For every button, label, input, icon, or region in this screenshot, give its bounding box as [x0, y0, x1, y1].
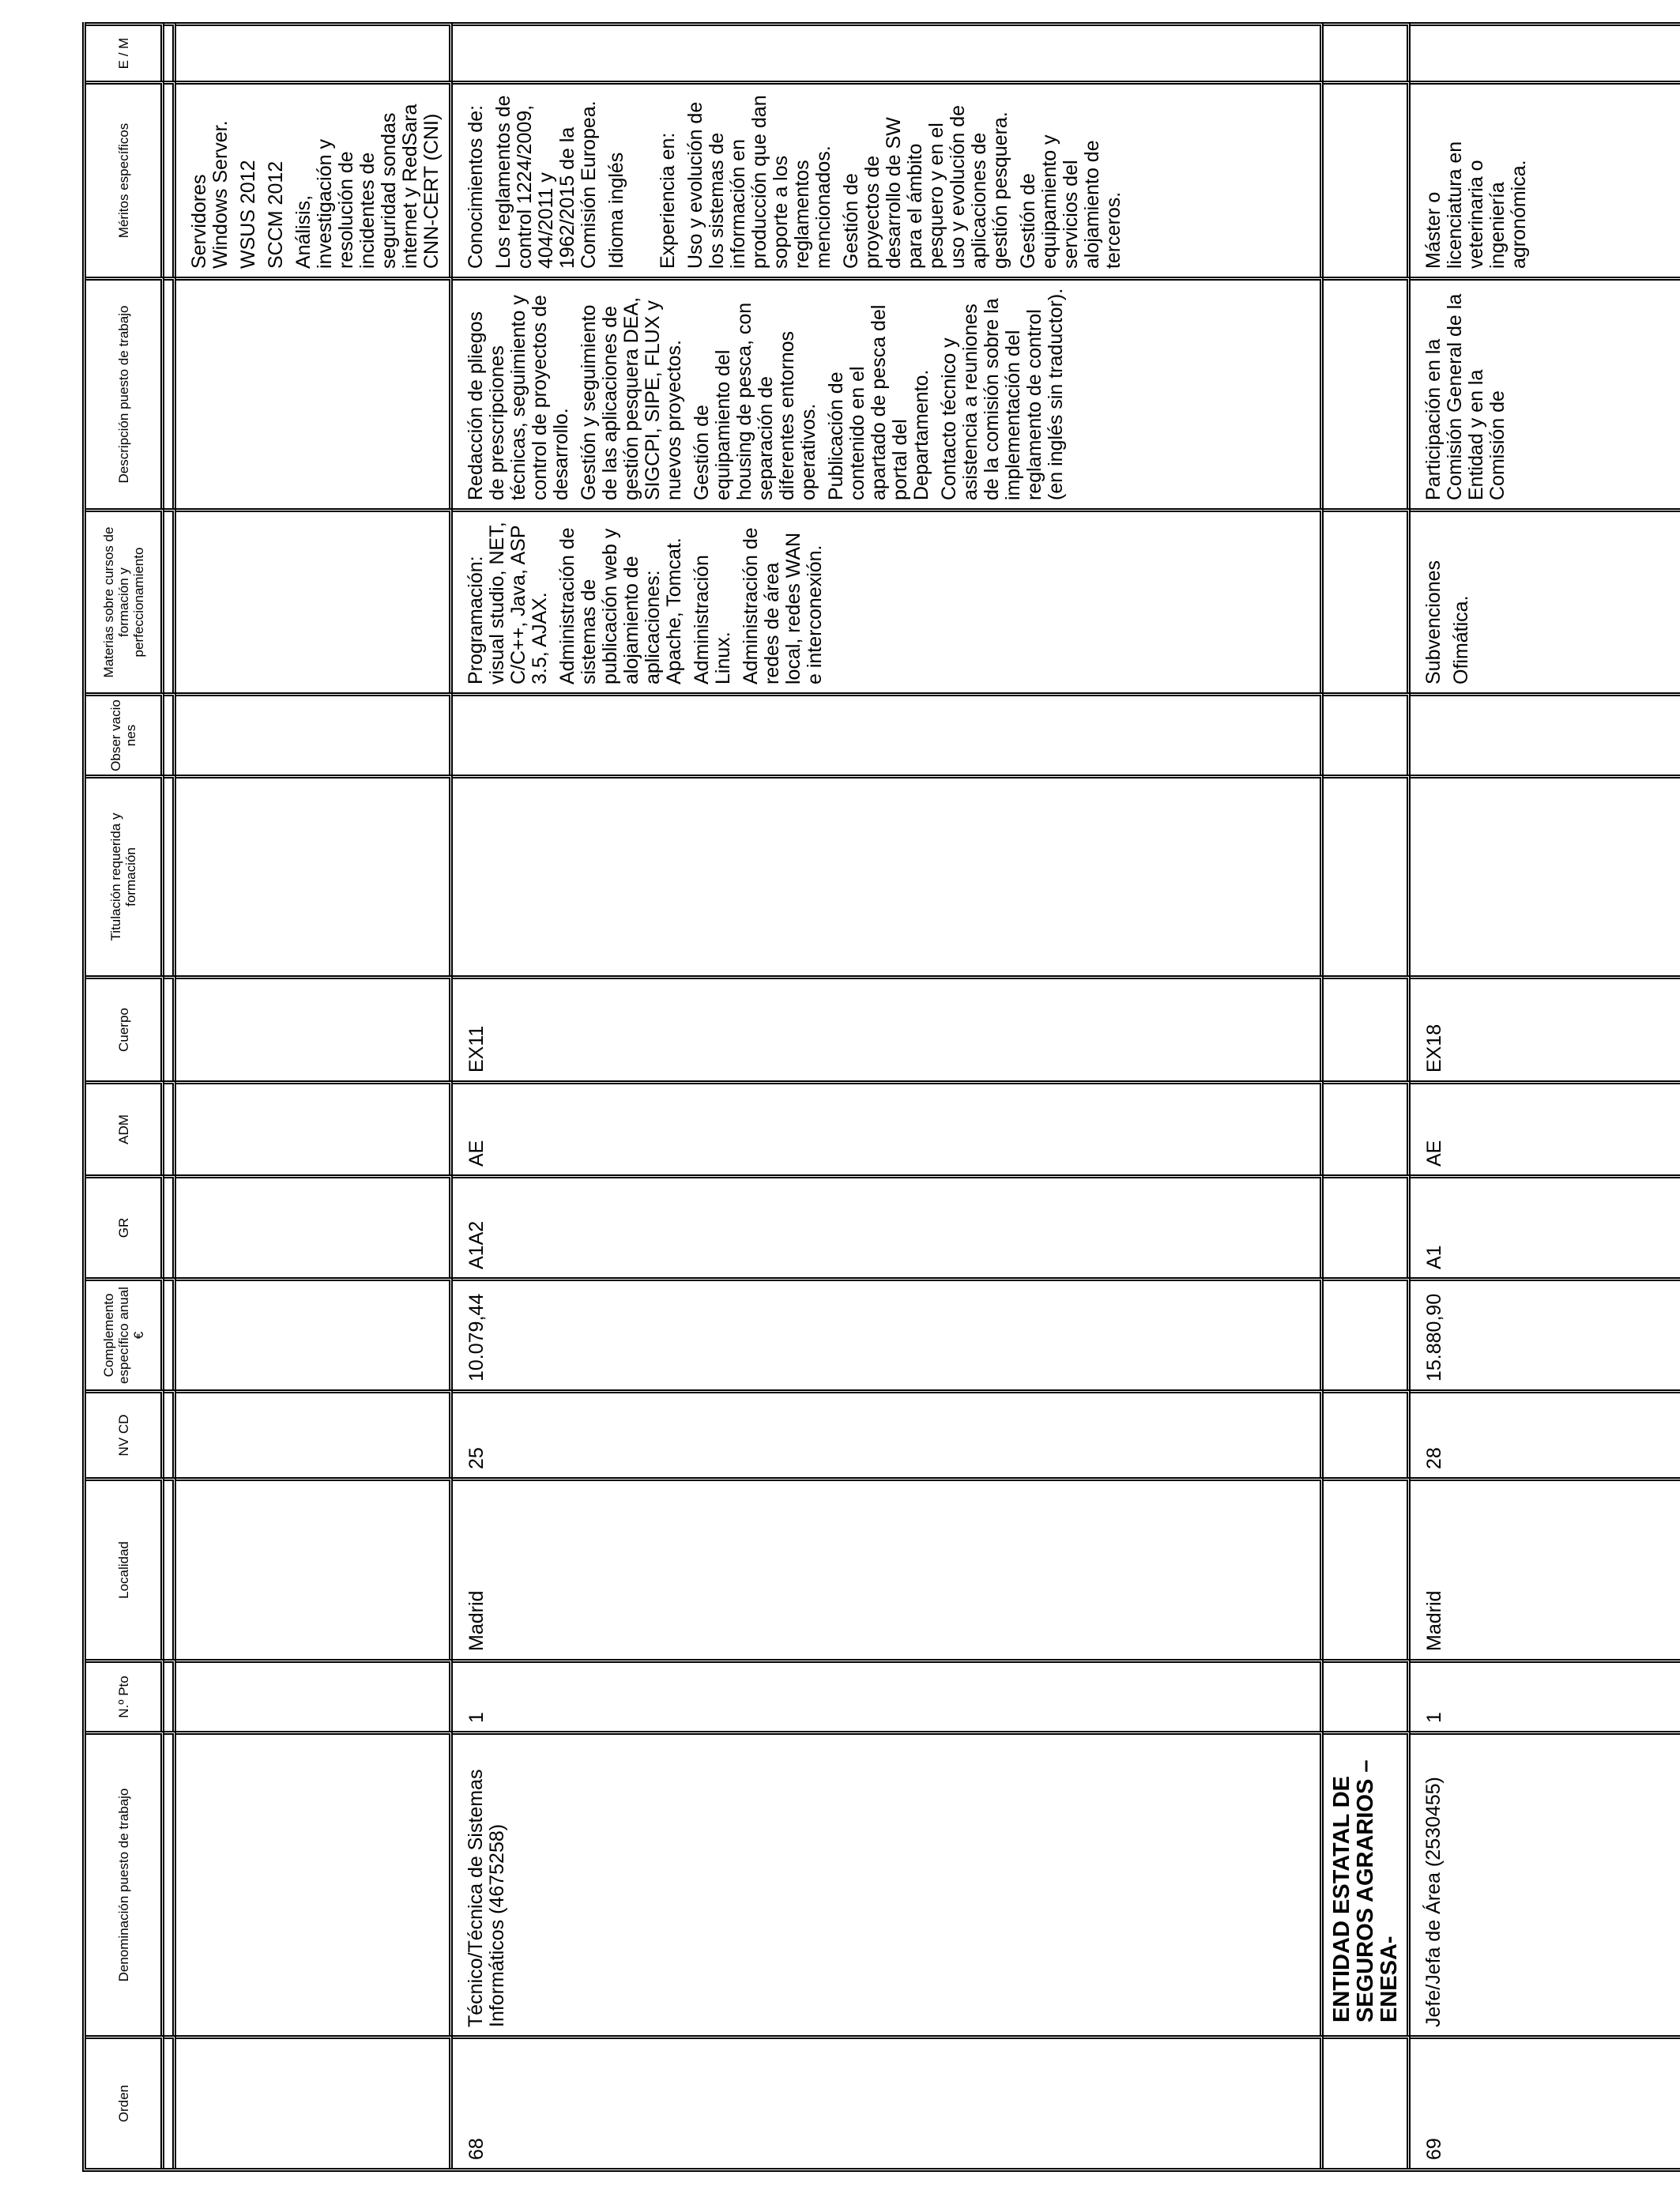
- localidad-cell: Madrid: [1423, 1590, 1445, 1651]
- titulacion-cell: [453, 775, 1324, 975]
- materia-item: Ofimática.: [1450, 595, 1472, 684]
- descripcion-item: Publicación de contenido en el apartado de pesca del portal del Departamento.: [825, 304, 932, 500]
- header-localidad: Localidad: [86, 1477, 164, 1659]
- header-row: [86, 22, 164, 2168]
- merito-item: Idioma inglés: [605, 152, 627, 269]
- merito-item: SCCM 2012: [265, 160, 287, 269]
- descripcion-item: Gestión y seguimiento de las aplicaciones de gestión pesquera DEA, SIGCPI, SIPE, FLUX y nuevos proyectos.: [578, 296, 685, 500]
- descripcion-item: Redacción de pliegos de prescripciones técnicas, seguimiento y control de proyectos de desarrollo.: [465, 295, 572, 500]
- orden-cell: 69: [1423, 2138, 1445, 2160]
- header-titulacion: Titulación requerida y formación: [86, 775, 164, 975]
- orden-cell: 68: [465, 2138, 488, 2160]
- materias-cell: [453, 512, 826, 692]
- denominacion-cell: Técnico/Técnica de Sistemas Informáticos (4675258): [465, 1769, 508, 2027]
- n-pto-cell: 1: [1423, 1712, 1445, 1723]
- header-cuerpo: Cuerpo: [86, 975, 164, 1080]
- observaciones-cell: [1411, 692, 1680, 775]
- localidad-cell: Madrid: [465, 1590, 488, 1651]
- materia-item: Administración de redes de área local, redes WAN e interconexión.: [740, 527, 826, 684]
- header-n-pto: N.º Pto: [86, 1659, 164, 1731]
- n-pto-cell: 1: [465, 1712, 488, 1723]
- descripcion-cell: [453, 281, 1067, 508]
- meritos-cell: [453, 85, 1124, 277]
- merito-item: Experiencia en:: [657, 132, 679, 269]
- merito-item: Análisis, investigación y resolución de incidentes de seguridad sondas internet y RedSara CNN-CERT (CNI): [292, 104, 443, 269]
- entity-heading: ENTIDAD ESTATAL DE SEGUROS AGRARIOS –ENESA-: [1329, 1759, 1402, 2022]
- complemento-cell: 15.880,90: [1423, 1293, 1445, 1382]
- entity-row: [1324, 22, 1411, 2168]
- merito-item: Los reglamentos de control 1224/2009, 404/2011 y 1962/2015 de la Comisión Europea.: [492, 95, 600, 269]
- merito-item: WSUS 2012: [237, 160, 259, 269]
- header-materias: Materias sobre cursos de formación y perfeccionamiento: [86, 508, 164, 692]
- gr-cell: A1: [1423, 1245, 1445, 1269]
- materia-item: Administración de sistemas de publicación web y alojamiento de aplicaciones: Apache, Tomcat.: [556, 527, 685, 684]
- continuation-row: [176, 22, 453, 2168]
- header-observaciones: Obser vacio nes: [86, 692, 164, 775]
- continuation-meritos-cell: [176, 85, 443, 277]
- header-denominacion: Denominación puesto de trabajo: [86, 1731, 164, 2035]
- merito-item: Uso y evolución de los sistemas de información en producción que dan soporte a los reglamentos mencionados.: [684, 95, 834, 269]
- merito-item: Conocimientos de:: [465, 104, 487, 269]
- denominacion-cell: Jefe/Jefa de Área (2530455): [1422, 1777, 1445, 2027]
- merito-item: Servidores Windows Server.: [188, 120, 232, 269]
- nv-cd-cell: 25: [465, 1447, 488, 1469]
- observaciones-cell: [453, 692, 1324, 775]
- header-adm: ADM: [86, 1080, 164, 1174]
- header-orden: Orden: [86, 2035, 164, 2168]
- descripcion-cell: [1411, 281, 1509, 508]
- titulacion-cell: [1411, 775, 1680, 975]
- cuerpo-cell: EX18: [1423, 1023, 1445, 1072]
- spacer-row: [164, 22, 176, 2168]
- header-meritos: Méritos específicos: [86, 81, 164, 277]
- materia-item: Administración Linux.: [691, 555, 734, 684]
- meritos-cell: [1411, 85, 1530, 277]
- table-row-68: [453, 22, 1324, 2168]
- complemento-cell: 10.079,44: [465, 1293, 488, 1382]
- adm-cell: AE: [465, 1140, 488, 1167]
- descripcion-item: Gestión de equipamiento del housing de pesca, con separación de diferentes entornos operativos.: [691, 302, 819, 500]
- job-positions-table: [82, 22, 1680, 2172]
- cuerpo-cell: EX11: [465, 1025, 488, 1072]
- merito-item: Gestión de proyectos de desarrollo de SW para el ámbito pesquero y en el uso y evolución de aplicaciones de gestión pesquera.: [840, 104, 1011, 269]
- nv-cd-cell: 28: [1423, 1447, 1445, 1469]
- header-gr: GR: [86, 1174, 164, 1277]
- table-row-69: [1411, 22, 1680, 2168]
- merito-item: Gestión de equipamiento y servicios del alojamiento de terceros.: [1017, 134, 1124, 269]
- materias-cell: [1411, 512, 1472, 692]
- descripcion-item: Participación en la Comisión General de la Entidad y en la Comisión de: [1422, 293, 1509, 500]
- adm-cell: AE: [1423, 1140, 1445, 1167]
- header-em: E / M: [86, 22, 164, 81]
- materia-item: Programación: visual studio, NET, C/C++, Java, ASP 3.5, AJAX.: [465, 522, 551, 684]
- gr-cell: A1A2: [465, 1220, 488, 1269]
- descripcion-item: Contacto técnico y asistencia a reuniones de la comisión sobre la implementación del reglamento de control (en inglés sin traductor).: [938, 288, 1067, 500]
- header-complemento: Complemento específico anual €: [86, 1277, 164, 1389]
- merito-item: Máster o licenciatura en veterinaria o ingeniería agronómica.: [1422, 141, 1530, 269]
- materia-item: Subvenciones: [1422, 560, 1445, 684]
- header-nv-cd: NV CD: [86, 1389, 164, 1477]
- header-descripcion: Descripción puesto de trabajo: [86, 277, 164, 508]
